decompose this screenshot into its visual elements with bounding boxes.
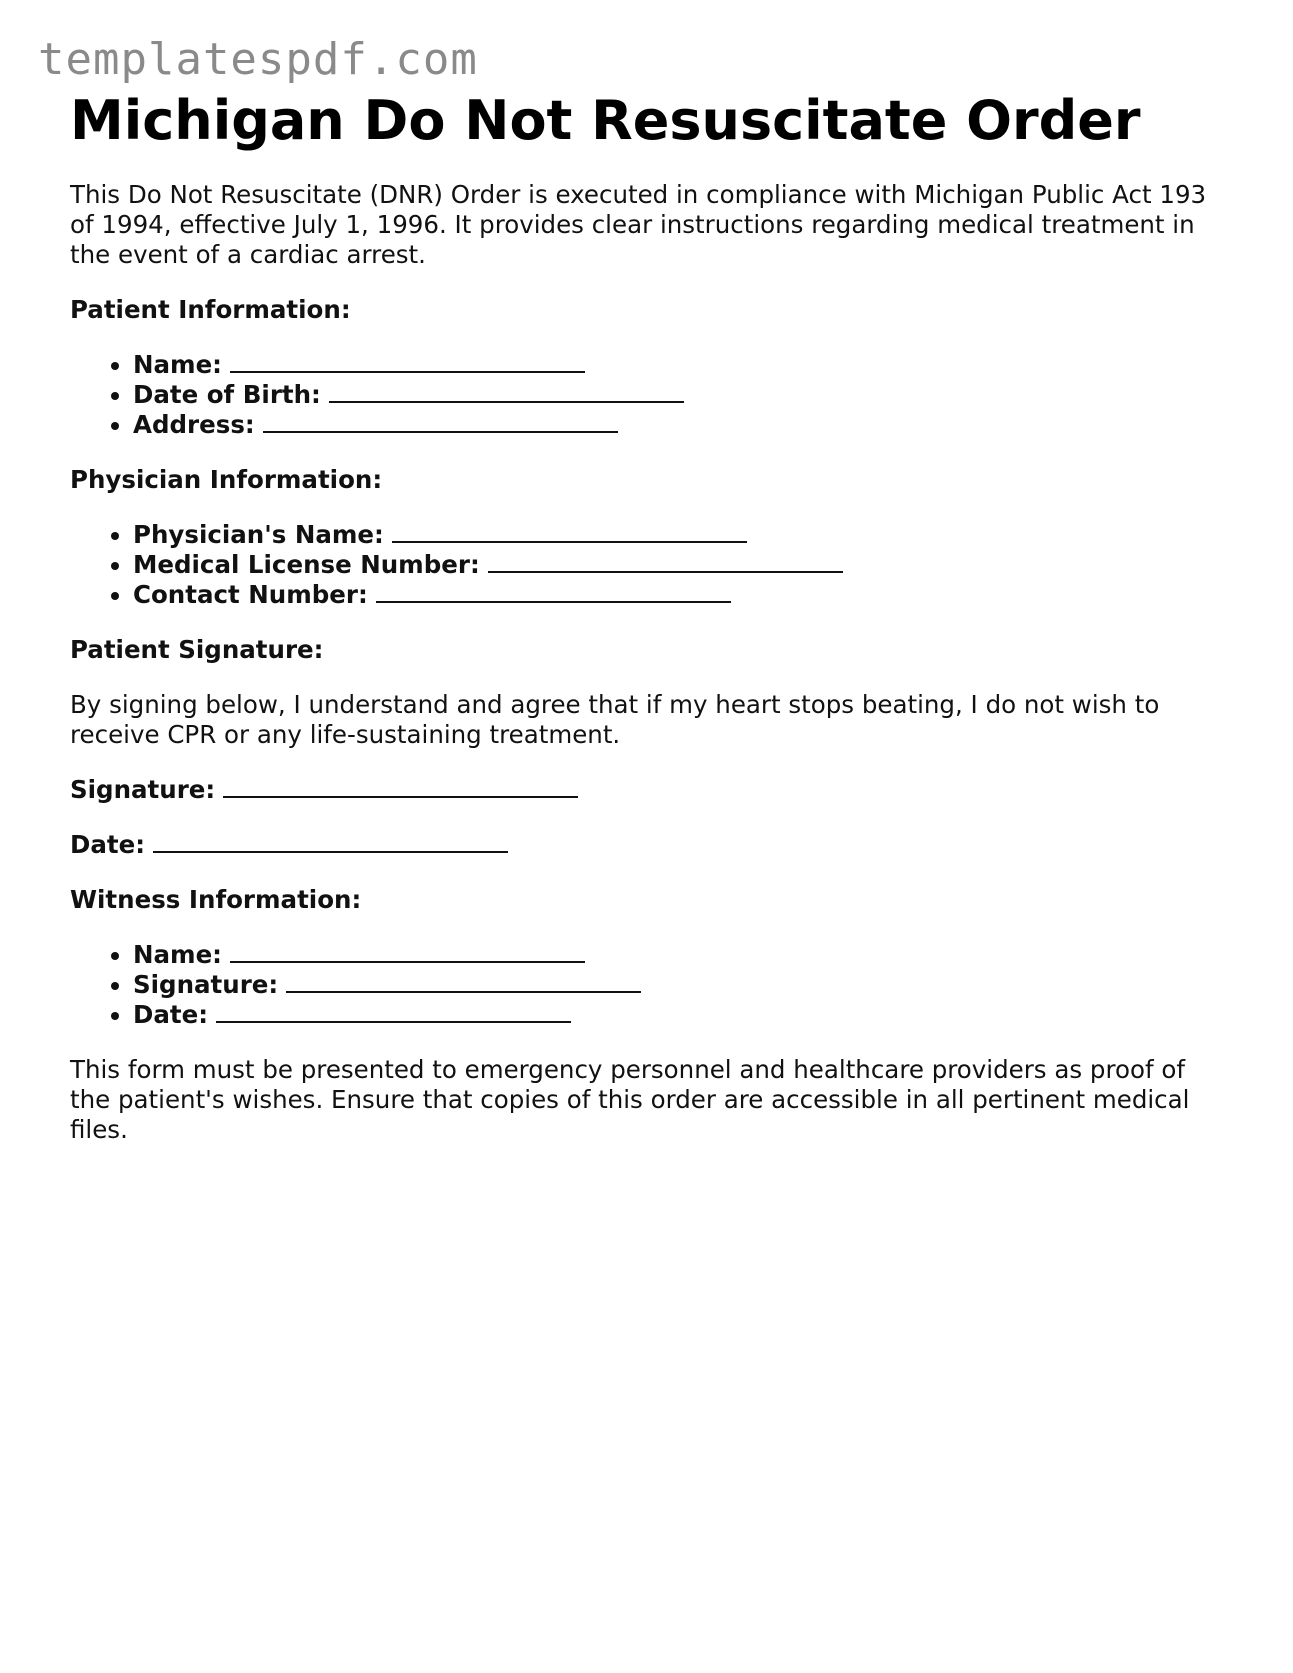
physician-info-list	[70, 520, 1220, 610]
license-number-label: Medical License Number:	[133, 550, 480, 579]
witness-name-label: Name:	[133, 940, 222, 969]
page-title: Michigan Do Not Resuscitate Order	[70, 89, 1141, 152]
date-label: Date:	[70, 830, 145, 859]
watermark: templatespdf.com	[38, 34, 478, 85]
physician-name-label: Physician's Name:	[133, 520, 384, 549]
patient-name-label: Name:	[133, 350, 222, 379]
patient-date-field[interactable]	[153, 830, 508, 853]
contact-number-field[interactable]	[376, 580, 731, 603]
witness-date-label: Date:	[133, 1000, 208, 1029]
list-item	[133, 350, 1220, 380]
list-item	[133, 410, 1220, 440]
patient-dob-field[interactable]	[329, 380, 684, 403]
patient-dob-label: Date of Birth:	[133, 380, 321, 409]
witness-name-field[interactable]	[230, 940, 585, 963]
patient-address-label: Address:	[133, 410, 255, 439]
witness-signature-field[interactable]	[286, 970, 641, 993]
witness-info-list	[70, 940, 1220, 1030]
witness-date-field[interactable]	[216, 1000, 571, 1023]
physician-info-heading: Physician Information:	[70, 465, 383, 494]
witness-info-heading: Witness Information:	[70, 885, 362, 914]
patient-address-field[interactable]	[263, 410, 618, 433]
consent-statement: By signing below, I understand and agree that if my heart stops beating, I do not wish to receive CPR or any life-sustaining treatment.	[70, 690, 1160, 749]
intro-paragraph: This Do Not Resuscitate (DNR) Order is executed in compliance with Michigan Public Act 193 of 1994, effective July 1, 1996. It provides clear instructions regarding medical treatment in the event of a cardiac arrest.	[70, 180, 1207, 269]
list-item	[133, 580, 1220, 610]
license-number-field[interactable]	[488, 550, 843, 573]
contact-number-label: Contact Number:	[133, 580, 368, 609]
witness-signature-label: Signature:	[133, 970, 279, 999]
patient-date-line	[70, 830, 1220, 860]
closing-paragraph: This form must be presented to emergency personnel and healthcare providers as proof of the patient's wishes. Ensure that copies of this order are accessible in all pertinent medical files.	[70, 1055, 1190, 1144]
physician-name-field[interactable]	[392, 520, 747, 543]
list-item	[133, 520, 1220, 550]
patient-signature-field[interactable]	[223, 775, 578, 798]
patient-signature-heading: Patient Signature:	[70, 635, 324, 664]
document-page	[70, 88, 1220, 1145]
list-item	[133, 970, 1220, 1000]
list-item	[133, 940, 1220, 970]
list-item	[133, 550, 1220, 580]
patient-signature-line	[70, 775, 1220, 805]
patient-name-field[interactable]	[230, 350, 585, 373]
signature-label: Signature:	[70, 775, 216, 804]
list-item	[133, 1000, 1220, 1030]
list-item	[133, 380, 1220, 410]
patient-info-list	[70, 350, 1220, 440]
patient-info-heading: Patient Information:	[70, 295, 351, 324]
